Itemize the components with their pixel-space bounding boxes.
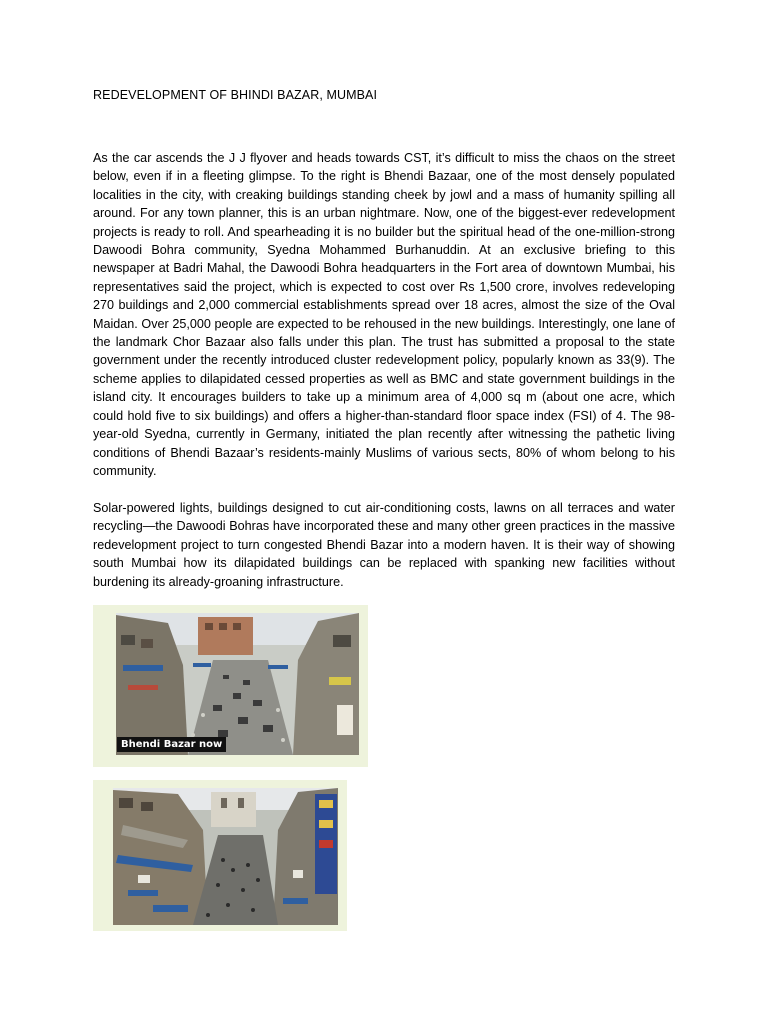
photo-caption: Bhendi Bazar now bbox=[117, 737, 226, 752]
paragraph-1: As the car ascends the J J flyover and heads towards CST, it’s difficult to miss the chaos on the street below, even if in a fleeting glimpse. To the right is Bhendi Bazaar, one of the most densely populated localities in the city, with creaking buildings standing cheek by jowl and a mass of humanity spilling all around. For any town planner, this is an urban nightmare. Now, one of the biggest-ever redevelopment projects is ready to roll. And spearheading it is no builder but the spiritual head of the one-million-strong Dawoodi Bohra community, Syedna Mohammed Burhanuddin. At an exclusive briefing to this newspaper at Badri Mahal, the Dawoodi Bohra headquarters in the Fort area of downtown Mumbai, his representatives said the project, which is expected to cost over Rs 1,500 crore, involves redeveloping 270 buildings and 2,000 commercial establishments spread over 18 acres, almost the size of the Oval Maidan. Over 25,000 people are expected to be rehoused in the new buildings. Interestingly, one lane of the landmark Chor Bazaar also falls under this plan. The trust has submitted a proposal to the state government under the recently introduced cluster redevelopment policy, popularly known as 33(9). The scheme applies to dilapidated cessed properties as well as BMC and state government buildings in the island city. It encourages builders to take up a minimum area of 4,000 sq m (about one acre, which could hold five to six buildings) and offers a higher-than-standard floor space index (FSI) of 4. The 98-year-old Syedna, currently in Germany, initiated the plan recently after witnessing the pathetic living conditions of Bhendi Bazaar’s residents-mainly Muslims of various sects, 80% of whom belong to his community. bbox=[93, 151, 675, 478]
bhendi-bazar-photo-2 bbox=[93, 780, 347, 931]
bhendi-bazar-photo-1 bbox=[93, 605, 368, 767]
document-title: REDEVELOPMENT OF BHINDI BAZAR, MUMBAI bbox=[93, 88, 378, 102]
street-scene-image-2 bbox=[93, 780, 347, 931]
paragraph-2: Solar-powered lights, buildings designed to cut air-conditioning costs, lawns on all terraces and water recycling—the Dawoodi Bohras have incorporated these and many other green practices in the massive redevelopment project to turn congested Bhendi Bazar into a modern haven. It is their way of showing south Mumbai how its dilapidated buildings can be replaced with spanking new facilities without burdening its already-groaning infrastructure. bbox=[93, 501, 675, 589]
